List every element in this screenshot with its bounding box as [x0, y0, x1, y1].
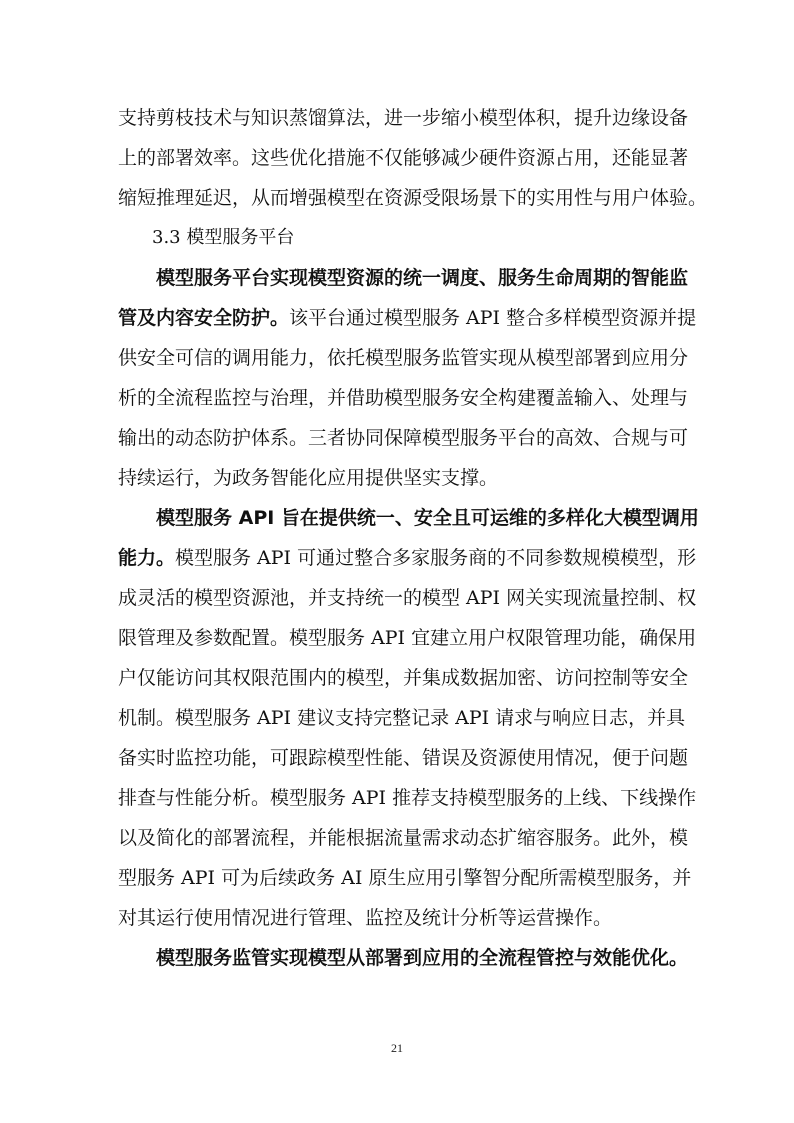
bold-lead-line: 模型服务平台实现模型资源的统一调度、服务生命周期的智能监 [156, 267, 689, 289]
page-body [118, 98, 708, 978]
text-line: 成灵活的模型资源池，并支持统一的模型 API 网关实现流量控制、权 [118, 587, 697, 609]
text-line [118, 298, 697, 338]
text-span: 模型服务 API 可通过整合多家服务商的不同参数规模模型，形 [175, 547, 697, 569]
text-line [118, 538, 697, 578]
text-line: 排查与性能分析。模型服务 API 推荐支持模型服务的上线、下线操作 [118, 787, 697, 809]
text-line: 持续运行，为政务智能化应用提供坚实支撑。 [118, 467, 499, 489]
text-line: 输出的动态防护体系。三者协同保障模型服务平台的高效、合规与可 [118, 427, 689, 449]
text-line: 机制。模型服务 API 建议支持完整记录 API 请求与响应日志，并具 [118, 707, 686, 729]
page-number: 21 [391, 1041, 403, 1055]
text-line: 缩短推理延迟，从而增强模型在资源受限场景下的实用性与用户体验。 [118, 187, 708, 209]
paragraph-platform [118, 258, 697, 498]
bold-lead-text: 管及内容安全防护。 [118, 307, 290, 329]
bold-lead-line: 模型服务监管实现模型从部署到应用的全流程管控与效能优化。 [156, 947, 689, 969]
text-line: 上的部署效率。这些优化措施不仅能够减少硬件资源占用，还能显著 [118, 147, 689, 169]
paragraph-continued [118, 98, 708, 218]
text-span: 该平台通过模型服务 API 整合多样模型资源并提 [289, 307, 697, 329]
text-line: 供安全可信的调用能力，依托模型服务监管实现从模型部署到应用分 [118, 347, 689, 369]
text-line: 户仅能访问其权限范围内的模型，并集成数据加密、访问控制等安全 [118, 667, 689, 689]
bold-lead-line: 模型服务 API 旨在提供统一、安全且可运维的多样化大模型调用 [156, 507, 699, 529]
text-line: 支持剪枝技术与知识蒸馏算法，进一步缩小模型体积，提升边缘设备 [118, 107, 689, 129]
text-line: 析的全流程监控与治理，并借助模型服务安全构建覆盖输入、处理与 [118, 387, 689, 409]
text-line: 以及简化的部署流程，并能根据流量需求动态扩缩容服务。此外，模 [118, 827, 689, 849]
section-heading: 3.3 模型服务平台 [152, 227, 295, 248]
paragraph-supervision [118, 938, 689, 978]
text-line: 型服务 API 可为后续政务 AI 原生应用引擎智分配所需模型服务，并 [118, 867, 692, 889]
text-line: 对其运行使用情况进行管理、监控及统计分析等运营操作。 [118, 907, 613, 929]
bold-lead-text: 能力。 [118, 547, 176, 569]
text-line: 备实时监控功能，可跟踪模型性能、错误及资源使用情况，便于问题 [118, 747, 689, 769]
paragraph-api [118, 498, 699, 938]
text-line: 限管理及参数配置。模型服务 API 宜建立用户权限管理功能，确保用 [118, 627, 697, 649]
